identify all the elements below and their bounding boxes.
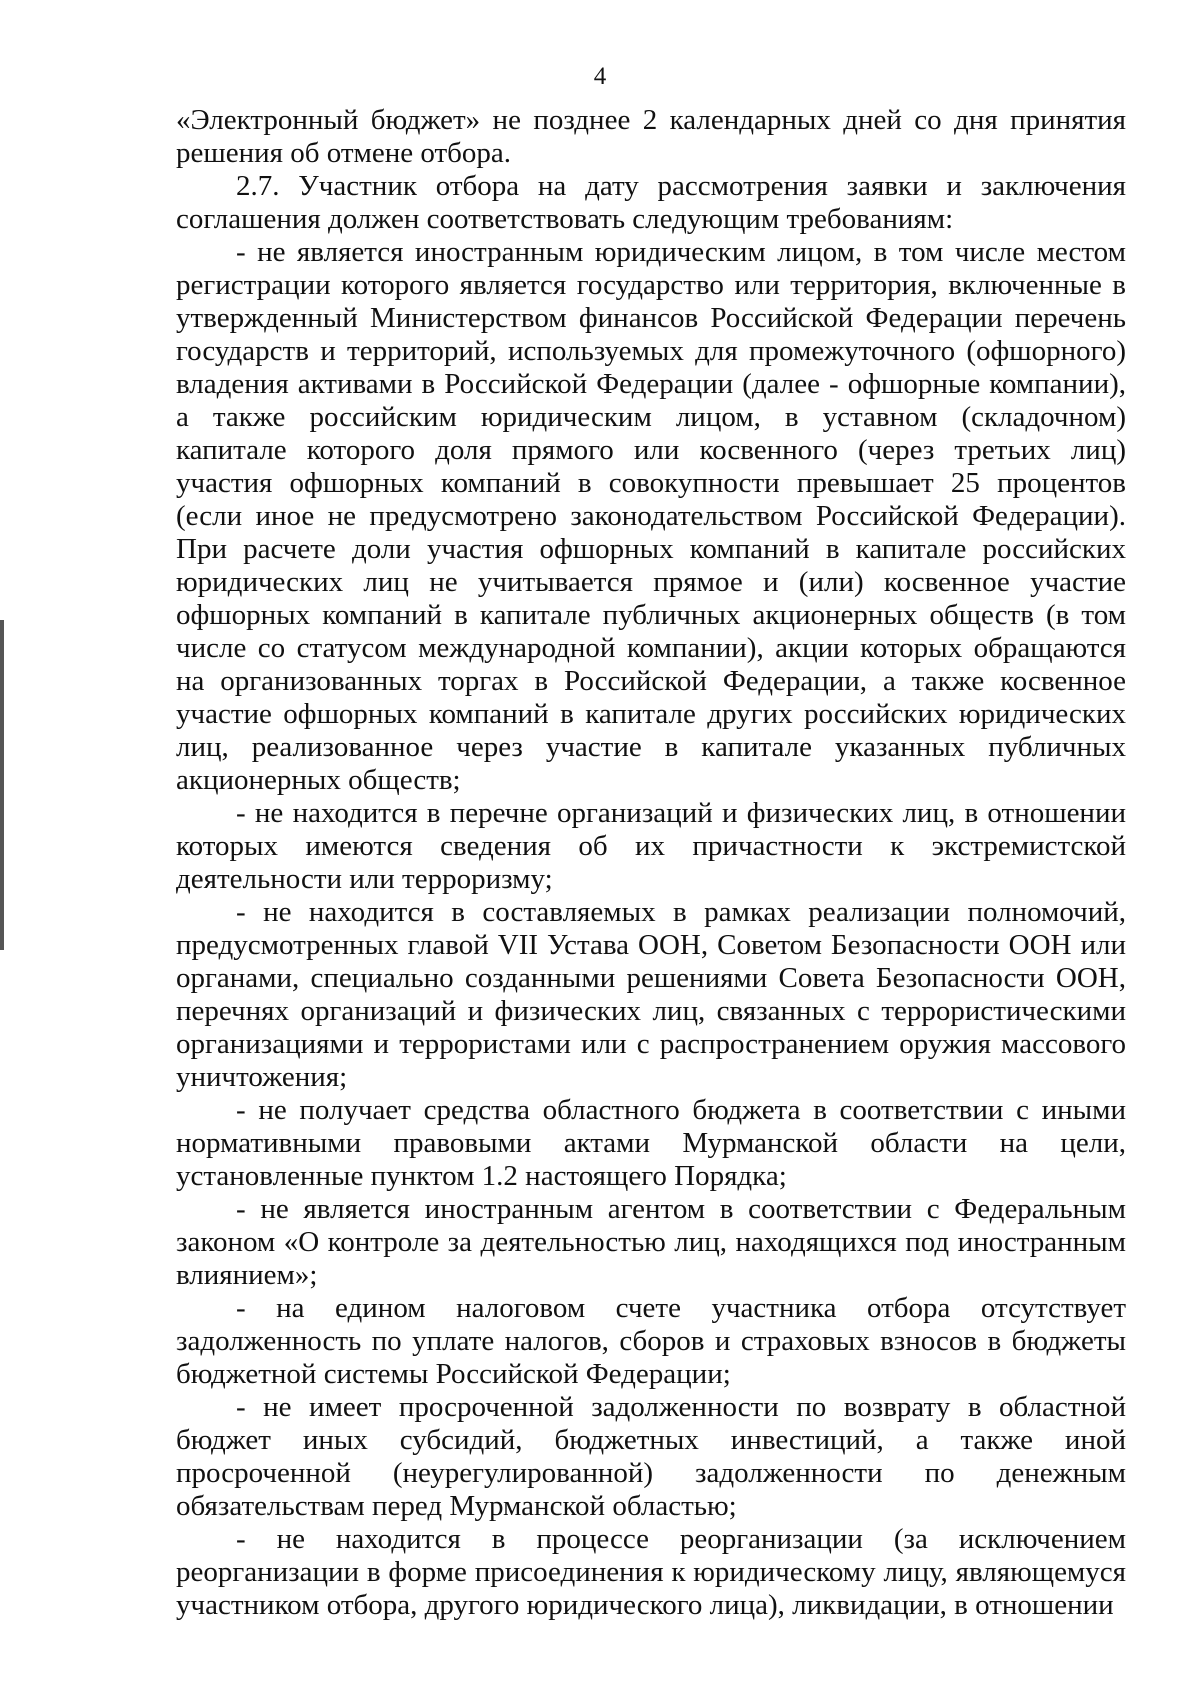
paragraph-2-7: 2.7. Участник отбора на дату рассмотрения заявки и заключения соглашения должен соответствовать следующим требованиям: (176, 170, 1126, 235)
requirement-not-foreign-entity: - не является иностранным юридическим лицом, в том числе местом регистрации которого является государство или территория, включенные в утвержденный Министерством финансов Российской Федерации перечень государств и территорий, используемых для промежуточного (офшорного) владения активами в Российской Федерации (далее - офшорные компании), а также российским юридическим лицом, в уставном (складочном) капитале которого доля прямого или косвенного (через третьих лиц) участия офшорных компаний в совокупности превышает 25 процентов (если иное не предусмотрено законодательством Российской Федерации). При расчете доли участия офшорных компаний в капитале российских юридических лиц не учитывается прямое и (или) косвенное участие офшорных компаний в капитале публичных акционерных обществ (в том числе со статусом международной компании), акции которых обращаются на организованных торгах в Российской Федерации, а также косвенное участие офшорных компаний в капитале других российских юридических лиц, реализованное через участие в капитале указанных публичных акционерных обществ; (176, 236, 1126, 796)
document-body (176, 104, 1126, 1622)
scan-margin-line (0, 620, 4, 950)
requirement-not-foreign-agent: - не является иностранным агентом в соответствии с Федеральным законом «О контроле за деятельностью лиц, находящихся под иностранным влиянием»; (176, 1193, 1126, 1291)
paragraph-continuation: «Электронный бюджет» не позднее 2 календарных дней со дня принятия решения об отмене отбора. (176, 104, 1126, 169)
page-number: 4 (593, 63, 607, 90)
requirement-no-other-funds: - не получает средства областного бюджета в соответствии с иными нормативными правовыми актами Мурманской области на цели, установленные пунктом 1.2 настоящего Порядка; (176, 1094, 1126, 1192)
requirement-not-extremist-list: - не находится в перечне организаций и физических лиц, в отношении которых имеются сведения об их причастности к экстремистской деятельности или терроризму; (176, 797, 1126, 895)
requirement-not-reorganization: - не находится в процессе реорганизации (за исключением реорганизации в форме присоединения к юридическому лицу, являющемуся участником отбора, другого юридического лица), ликвидации, в отношении (176, 1523, 1126, 1621)
requirement-no-tax-debt: - на едином налоговом счете участника отбора отсутствует задолженность по уплате налогов, сборов и страховых взносов в бюджеты бюджетной системы Российской Федерации; (176, 1292, 1126, 1390)
requirement-not-un-list: - не находится в составляемых в рамках реализации полномочий, предусмотренных главой VII Устава ООН, Советом Безопасности ООН или органами, специально созданными решениями Совета Безопасности ООН, перечнях организаций и физических лиц, связанных с террористическими организациями и террористами или с распространением оружия массового уничтожения; (176, 896, 1126, 1093)
requirement-no-overdue-debt: - не имеет просроченной задолженности по возврату в областной бюджет иных субсидий, бюджетных инвестиций, а также иной просроченной (неурегулированной) задолженности по денежным обязательствам перед Мурманской областью; (176, 1391, 1126, 1522)
